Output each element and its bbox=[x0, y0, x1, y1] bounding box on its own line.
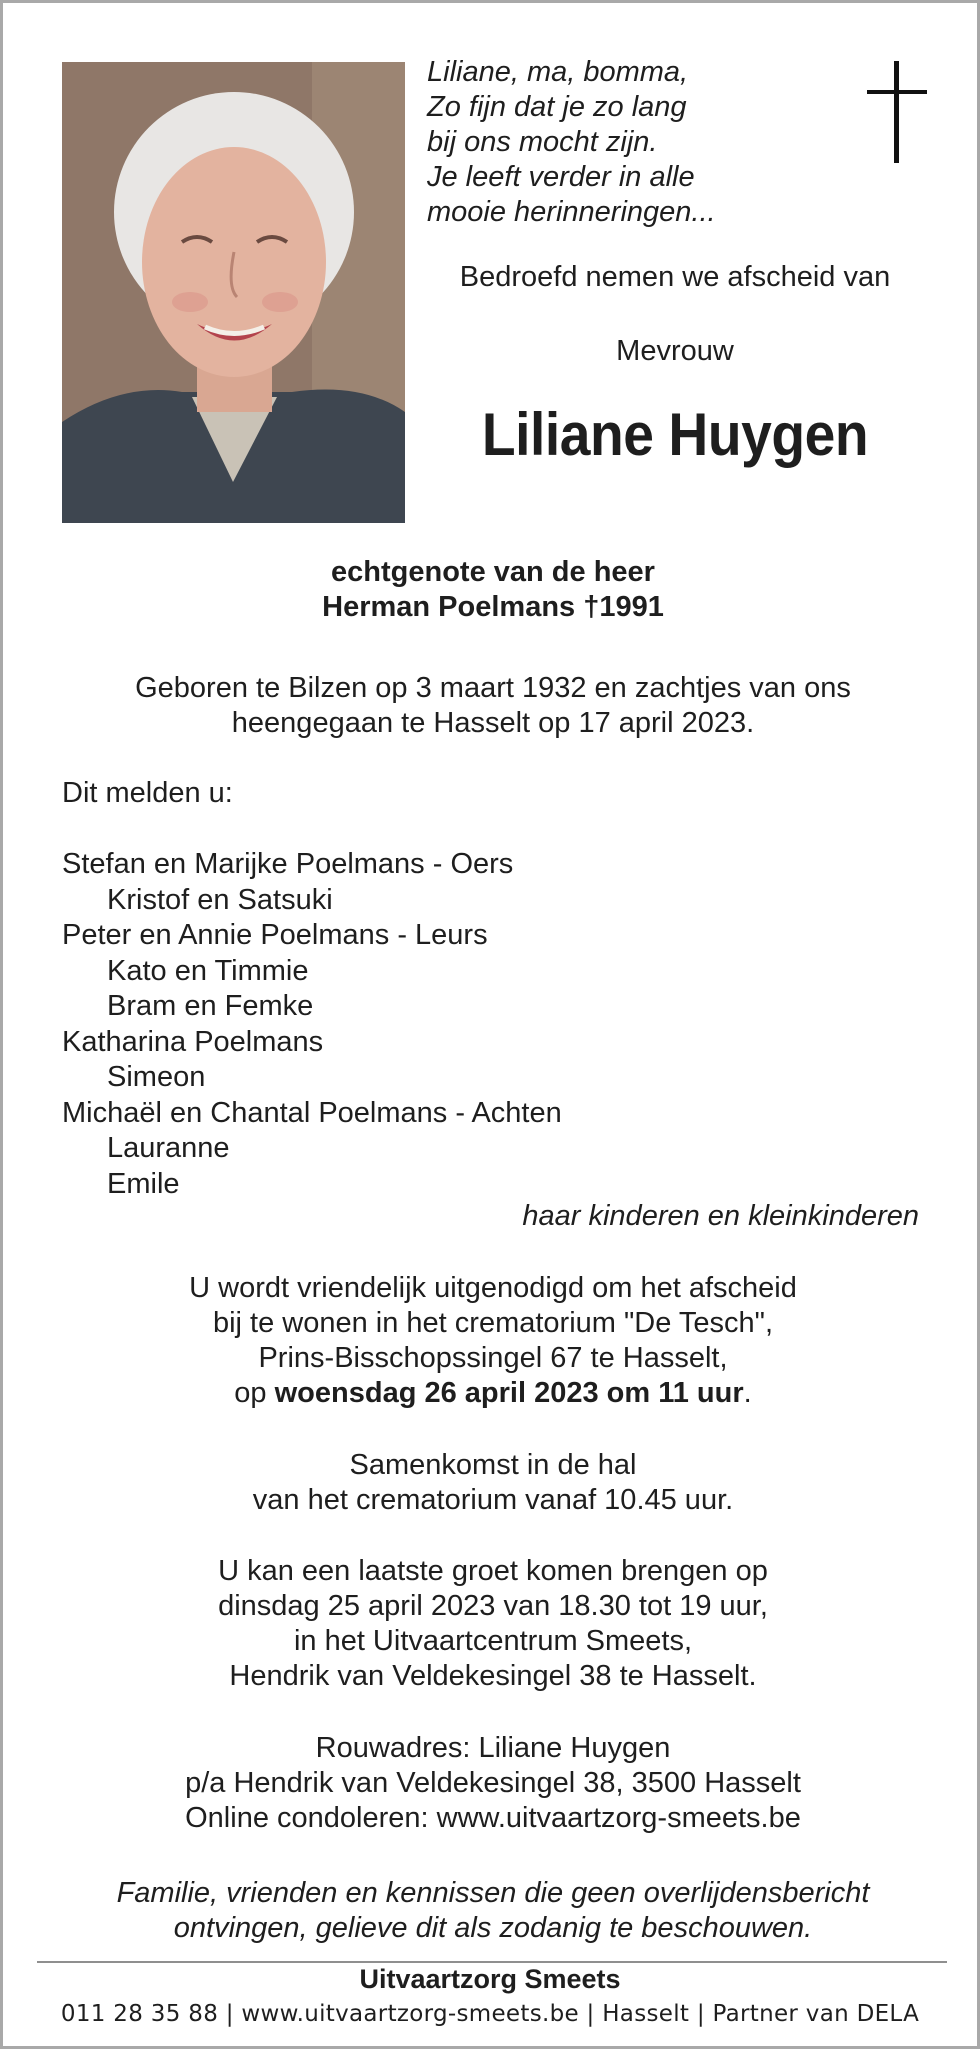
closing-line: ontvingen, gelieve dit als zodanig te beschouwen. bbox=[173, 1912, 813, 1944]
closing-note bbox=[62, 1876, 924, 1946]
poem-line: Zo fijn dat je zo lang bbox=[427, 91, 687, 123]
family-member: Kristof en Satsuki bbox=[107, 883, 333, 916]
gathering-line: van het crematorium vanaf 10.45 uur. bbox=[252, 1484, 734, 1516]
invite-suffix: . bbox=[743, 1377, 752, 1409]
ceremony-date: woensdag 26 april 2023 om 11 uur bbox=[274, 1377, 744, 1409]
visit-line: in het Uitvaartcentrum Smeets, bbox=[293, 1625, 693, 1657]
address-line: Online condoleren: www.uitvaartzorg-smeets.be bbox=[185, 1802, 801, 1834]
family-member: Kato en Timmie bbox=[107, 954, 309, 987]
family-member: Katharina Poelmans bbox=[62, 1025, 324, 1058]
spouse-info bbox=[62, 555, 924, 625]
family-member: Michaël en Chantal Poelmans - Achten bbox=[62, 1096, 562, 1129]
family-member: Bram en Femke bbox=[107, 990, 314, 1022]
intro-text: Bedroefd nemen we afscheid van bbox=[459, 261, 891, 293]
visit-line: U kan een laatste groet komen brengen op bbox=[218, 1555, 768, 1587]
family-member: Peter en Annie Poelmans - Leurs bbox=[62, 919, 488, 951]
invite-line: bij te wonen in het crematorium "De Tesch", bbox=[212, 1307, 774, 1339]
spouse-name: Herman Poelmans †1991 bbox=[322, 591, 664, 623]
family-list bbox=[62, 847, 562, 1202]
gathering-info bbox=[62, 1448, 924, 1518]
visitation-info bbox=[62, 1554, 924, 1694]
life-dates bbox=[62, 671, 924, 741]
invite-prefix: op bbox=[234, 1377, 275, 1409]
announce-text: Dit melden u: bbox=[62, 777, 233, 809]
dates-line: heengegaan te Hasselt op 17 april 2023. bbox=[231, 707, 755, 739]
salutation: Mevrouw bbox=[616, 335, 734, 367]
funeral-home-name: Uitvaartzorg Smeets bbox=[359, 1964, 621, 1994]
portrait-photo bbox=[62, 62, 405, 523]
poem-line: Liliane, ma, bomma, bbox=[427, 56, 689, 88]
family-member: Lauranne bbox=[107, 1132, 230, 1164]
poem-line: mooie herinneringen... bbox=[427, 196, 716, 228]
latin-cross-icon bbox=[867, 61, 927, 168]
spouse-line: echtgenote van de heer bbox=[331, 556, 655, 588]
visit-line: Hendrik van Veldekesingel 38 te Hasselt. bbox=[229, 1660, 757, 1692]
family-member: Emile bbox=[107, 1167, 180, 1200]
closing-line: Familie, vrienden en kennissen die geen overlijdensbericht bbox=[116, 1877, 870, 1909]
address-line: p/a Hendrik van Veldekesingel 38, 3500 Hasselt bbox=[185, 1767, 801, 1799]
family-caption: haar kinderen en kleinkinderen bbox=[522, 1200, 919, 1232]
footer-divider bbox=[37, 1961, 947, 1963]
deceased-name: Liliane Huygen bbox=[481, 401, 869, 468]
invite-line: Prins-Bisschopssingel 67 te Hasselt, bbox=[258, 1342, 728, 1374]
address-line: Rouwadres: Liliane Huygen bbox=[315, 1732, 671, 1764]
family-member: Stefan en Marijke Poelmans - Oers bbox=[62, 848, 514, 880]
mourning-address bbox=[62, 1731, 924, 1836]
poem-line: Je leeft verder in alle bbox=[427, 161, 695, 193]
family-member: Simeon bbox=[107, 1061, 206, 1093]
ceremony-datetime bbox=[62, 1376, 924, 1411]
memorial-poem bbox=[427, 55, 847, 230]
poem-line: bij ons mocht zijn. bbox=[427, 126, 658, 158]
funeral-home-contact: 011 28 35 88 | www.uitvaartzorg-smeets.be | Hasselt | Partner van DELA bbox=[60, 2001, 920, 2027]
gathering-line: Samenkomst in de hal bbox=[349, 1449, 637, 1481]
dates-line: Geboren te Bilzen op 3 maart 1932 en zachtjes van ons bbox=[135, 672, 851, 704]
ceremony-invitation bbox=[62, 1271, 924, 1411]
invite-line: U wordt vriendelijk uitgenodigd om het afscheid bbox=[189, 1272, 797, 1304]
visit-line: dinsdag 25 april 2023 van 18.30 tot 19 uur, bbox=[218, 1590, 768, 1622]
